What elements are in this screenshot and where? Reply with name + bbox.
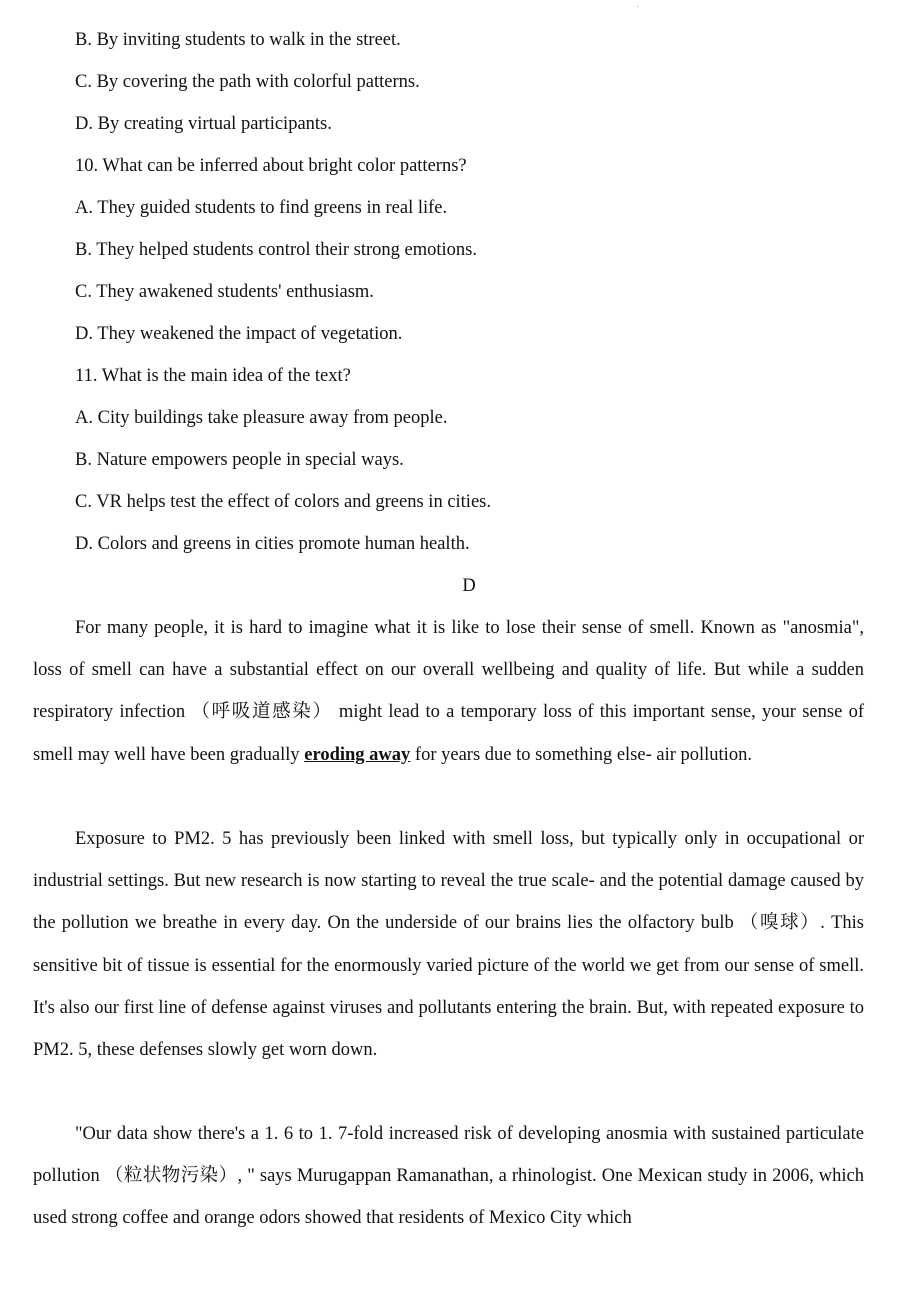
- paragraph-1-text-start: For many people, it is hard to imagine what it is like to lose their sense of smell. Known as "anosmia", loss of smell can have a substantial effect on our overall wellbeing and quality of life. But while a sudden respiratory infection （呼吸道感染） might lead to a temporary loss of this important sense, your sense of smell may well have been gradually: [33, 618, 864, 765]
- passage-title: D: [462, 576, 476, 596]
- q11-option-a: A. City buildings take pleasure away from people.: [75, 408, 448, 428]
- q10-option-c: C. They awakened students' enthusiasm.: [75, 282, 374, 302]
- scan-speck: [637, 6, 638, 7]
- q10-option-d: D. They weakened the impact of vegetation.: [75, 324, 403, 344]
- passage-paragraph-3: "Our data show there's a 1. 6 to 1. 7-fold increased risk of developing anosmia with sustained particulate pollution （粒状物污染）, " says Murugappan Ramanathan, a rhinologist. One Mexican study in 2006, which used strong coffee and orange odors showed that residents of Mexico City which: [33, 1124, 864, 1229]
- q9-option-d: D. By creating virtual participants.: [75, 114, 332, 134]
- q9-option-c: C. By covering the path with colorful patterns.: [75, 72, 420, 92]
- q11-question: 11. What is the main idea of the text?: [75, 366, 351, 386]
- q11-option-b: B. Nature empowers people in special ways.: [75, 450, 404, 470]
- paragraph-1-text-end: for years due to something else- air pollution.: [410, 744, 752, 765]
- q11-option-c: C. VR helps test the effect of colors and greens in cities.: [75, 492, 491, 512]
- passage-paragraph-2: Exposure to PM2. 5 has previously been linked with smell loss, but typically only in occupational or industrial settings. But new research is now starting to reveal the true scale- and the potential damage caused by the pollution we breathe in every day. On the underside of our brains lies the olfactory bulb （嗅球）. This sensitive bit of tissue is essential for the enormously varied picture of the world we get from our sense of smell. It's also our first line of defense against viruses and pollutants entering the brain. But, with repeated exposure to PM2. 5, these defenses slowly get worn down.: [33, 829, 864, 1061]
- q10-option-a: A. They guided students to find greens in real life.: [75, 198, 448, 218]
- q10-option-b: B. They helped students control their strong emotions.: [75, 240, 477, 260]
- q9-option-b: B. By inviting students to walk in the street.: [75, 30, 401, 50]
- underlined-phrase: eroding away: [304, 744, 411, 765]
- passage-paragraph-1: [33, 607, 864, 776]
- q11-option-d: D. Colors and greens in cities promote human health.: [75, 534, 470, 554]
- q10-question: 10. What can be inferred about bright color patterns?: [75, 156, 467, 176]
